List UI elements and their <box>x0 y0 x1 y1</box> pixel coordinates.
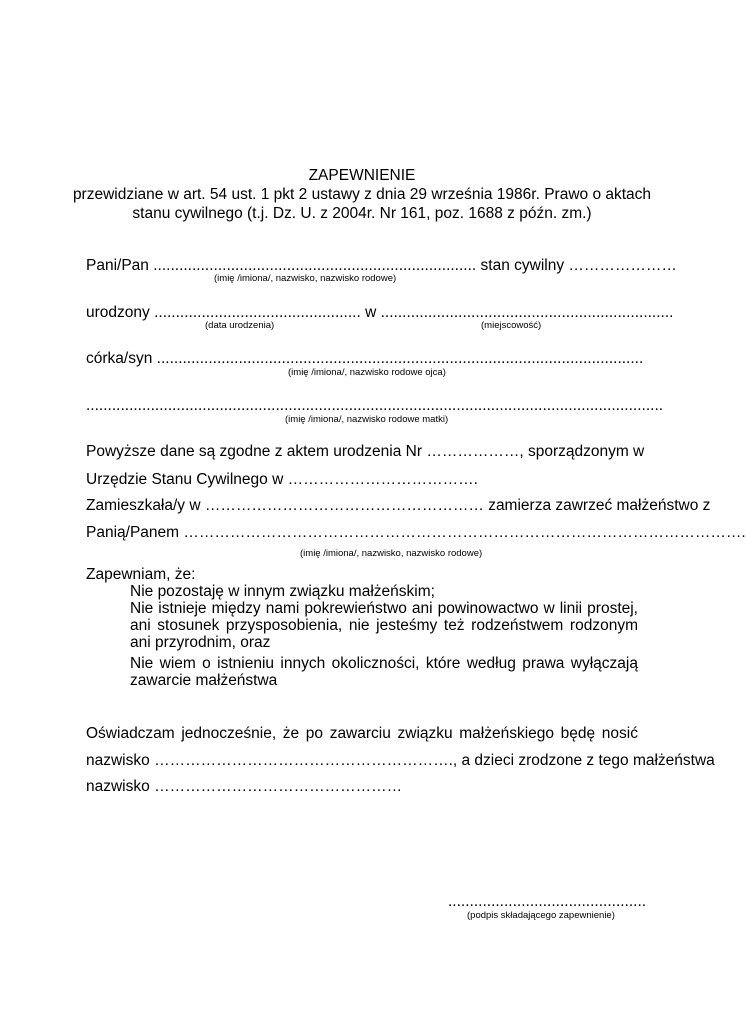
zamieszkala-label: Zamieszkała/y w <box>86 497 201 514</box>
pania-panem-caption: (imię /imiona/, nazwisko, nazwisko rodowe) <box>300 548 483 559</box>
signature-dots[interactable]: .............................................. <box>448 893 647 910</box>
akt-line-1-text: Powyższe dane są zgodne z aktem urodzenia Nr <box>86 443 423 460</box>
matka-caption: (imię /imiona/, nazwisko rodowe matki) <box>285 414 449 425</box>
zapewniam-item-2: Nie istnieje między nami pokrewieństwo ani powinowactwo w linii prostej, ani stosunek przysposobienia, nie jesteśmy też rodzeństwem rodzonym ani przyrodnim, oraz <box>130 600 638 651</box>
oswiadczam-line-1: Oświadczam jednocześnie, że po zawarciu związku małżeńskiego będę nosić <box>86 725 638 742</box>
corka-syn-label: córka/syn <box>86 350 153 367</box>
oswiadczam-line-2 <box>86 752 715 770</box>
dzieci-text: a dzieci zrodzone z tego małżeństwa <box>461 752 715 769</box>
akt-line-3 <box>86 497 711 515</box>
nazwisko-dots-2[interactable]: ………………………………………… <box>154 778 403 795</box>
nazwisko-label-2: nazwisko <box>86 778 150 795</box>
pania-panem-label: Panią/Panem <box>86 524 180 541</box>
pani-pan-caption: (imię /imiona/, nazwisko, nazwisko rodowe) <box>214 273 397 284</box>
matka-row <box>86 397 664 415</box>
oswiadczam-line-3 <box>86 778 638 796</box>
zamierza-text: zamierza zawrzeć małżeństwo z <box>488 497 711 514</box>
data-urodzenia-caption: (data urodzenia) <box>205 320 275 331</box>
nazwisko-dots-1[interactable]: …………………………………………………., <box>154 752 458 769</box>
akt-line-1-end: sporządzonym w <box>527 443 645 460</box>
urodzony-label: urodzony <box>86 304 150 321</box>
stan-cywilny-label: stan cywilny <box>480 257 565 274</box>
akt-line-2-text: Urzędzie Stanu Cywilnego w <box>86 471 284 488</box>
zamieszkala-dots[interactable]: ……………………………………………… <box>204 497 484 514</box>
miejscowosc-caption: (miejscowość) <box>481 320 542 331</box>
nazwisko-label-1: nazwisko <box>86 752 150 769</box>
corka-syn-dots[interactable]: ................................................................................................................. <box>156 350 644 367</box>
pani-pan-dots[interactable]: ........................................................................... <box>153 257 477 274</box>
usc-dots[interactable]: ………………………………. <box>287 471 478 488</box>
document-title: ZAPEWNIENIE <box>308 167 416 184</box>
pania-panem-dots[interactable]: ………………………………………………………………………………………………. <box>183 524 746 541</box>
subtitle-line-2: stanu cywilnego (t.j. Dz. U. z 2004r. Nr 161, poz. 1688 z późn. zm.) <box>132 205 592 222</box>
zapewniam-heading: Zapewniam, że: <box>86 566 196 583</box>
zapewniam-item-3: Nie wiem o istnieniu innych okoliczności, które według prawa wyłączają zawarcie małżeństwa <box>130 655 638 689</box>
signature-caption: (podpis składającego zapewnienie) <box>467 910 615 921</box>
subtitle-line-1: przewidziane w art. 54 ust. 1 pkt 2 ustawy z dnia 29 września 1986r. Prawo o aktach <box>72 186 652 203</box>
corka-syn-row <box>86 350 644 368</box>
w-dots[interactable]: .................................................................... <box>380 304 674 321</box>
ojciec-caption: (imię /imiona/, nazwisko rodowe ojca) <box>288 367 446 378</box>
urodzony-row <box>86 304 674 322</box>
akt-number-dots[interactable]: ………………, <box>426 443 524 460</box>
document-subtitle <box>60 185 664 223</box>
pani-pan-label: Pani/Pan <box>86 257 149 274</box>
akt-line-1 <box>86 443 645 461</box>
akt-line-2 <box>86 471 638 489</box>
akt-line-4 <box>86 524 746 542</box>
zapewniam-item-1: Nie pozostaję w innym związku małżeńskim; <box>130 583 435 600</box>
urodzony-dots[interactable]: ................................................ <box>154 304 361 321</box>
w-label: w <box>365 304 377 321</box>
stan-cywilny-dots[interactable]: ………………… <box>568 257 677 274</box>
matka-dots[interactable]: ...................................................................................................................................... <box>86 397 664 414</box>
